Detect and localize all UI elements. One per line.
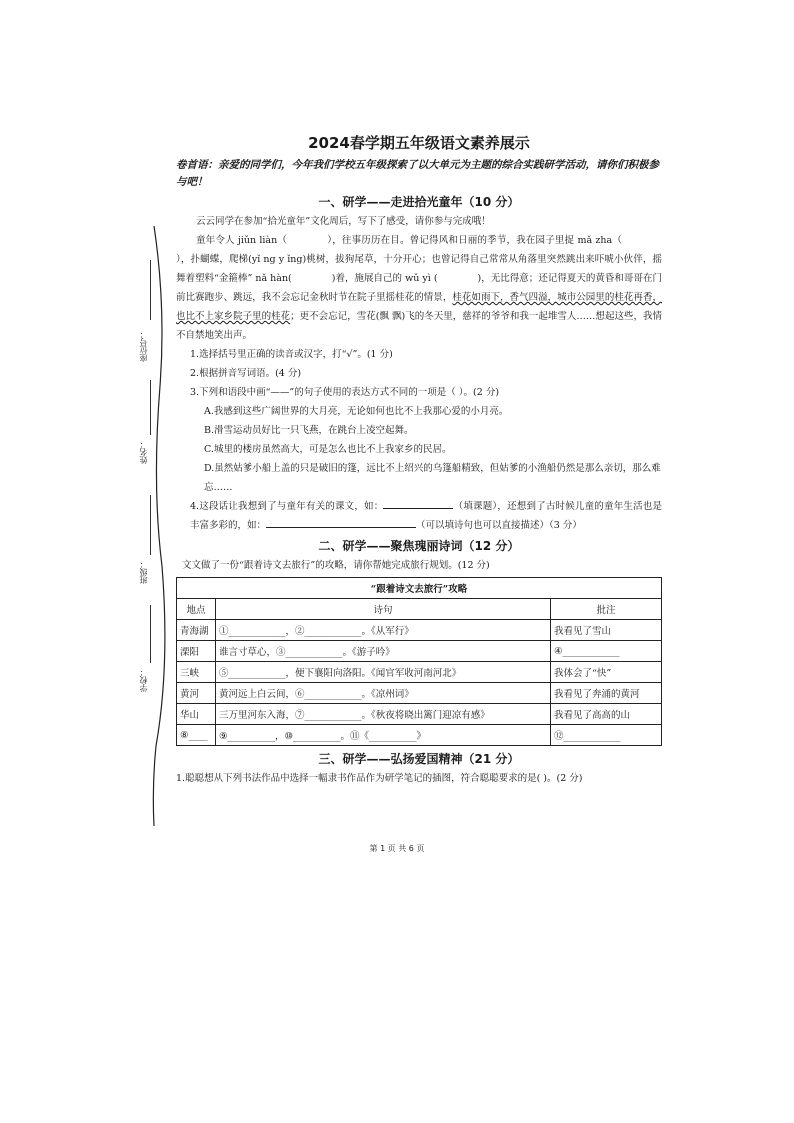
header-place: 地点: [177, 599, 216, 620]
table-row: 青海湖 ①____________，②____________。《从军行》 我看见了雪山: [177, 620, 662, 641]
table-title: “跟着诗文去旅行”攻略: [177, 578, 662, 599]
table-row: 溧阳 谁言寸草心，③____________。《游子吟》 ④____________: [177, 641, 662, 662]
question-1-1: 1.选择括号里正确的读音或汉字，打“√”。(1 分): [190, 349, 393, 360]
page-title: 2024春学期五年级语文素养展示: [308, 134, 530, 152]
preface-lead: 卷首语：: [176, 159, 218, 171]
section1-heading: 一、研学——走进拾光童年（10 分）: [318, 195, 520, 209]
option-d: D.虽然姑爹小船上盖的只是破旧的篷，远比不上绍兴的乌篷船精致，但姑爹的小渔船仍然是那么亲切，那么难忘……: [204, 463, 661, 493]
lesson-title-blank[interactable]: [383, 497, 453, 509]
preface: [176, 157, 662, 191]
header-note: 批注: [551, 599, 662, 620]
ancient-childhood-blank[interactable]: [266, 516, 416, 528]
binding-curve: [150, 226, 170, 826]
header-verse: 诗句: [216, 599, 551, 620]
question-1-2: 2.根据拼音写词语。(4 分): [190, 368, 302, 379]
seat-label: 座位号：: [139, 330, 148, 362]
preface-text: 亲爱的同学们，今年我们学校五年级探索了以大单元为主题的综合实践研学活动，请你们积极参与吧！: [176, 159, 659, 188]
option-a: A.我感到这些广阔世界的大月亮，无论如何也比不上我那心爱的小月亮。: [204, 406, 509, 417]
binding-margin: [150, 226, 170, 826]
option-b: B.滑雪运动员好比一只飞燕，在跳台上凌空起舞。: [204, 425, 414, 436]
school-label: 学校：: [139, 668, 148, 692]
exam-sheet: [176, 128, 662, 788]
class-blank[interactable]: [150, 495, 151, 555]
page-footer: 第 1 页 共 6 页: [369, 844, 425, 853]
travel-plan-table: [176, 577, 662, 746]
class-label: 班级：: [139, 560, 148, 584]
table-row: ⑧____ ⑨__________，⑩__________。⑪《__________》 ⑫____________: [177, 725, 662, 746]
section2-heading: 二、研学——聚焦瑰丽诗词（12 分）: [318, 539, 520, 553]
school-blank[interactable]: [150, 605, 151, 663]
section1-passage: 童年令人 jiǔn liàn（ ），往事历历在目。曾记得风和日丽的季节，我在园子里捉 mǎ zha（），扑蝴蝶，爬梯(yǐ ng y ǐng)桃树，拔狗尾草，十分开心；也曾记得自己常常从角落里突然跳出来吓唬小伙伴，摇舞着塑料“金箍棒” nǎ hàn( )着，施展自己的 wǔ yì ( )，无比得意；还记得夏天的黄昏和哥哥在门前比赛跑步、跳远，我不会忘记金秋时节在院子里摇桂花的情景，桂花如雨下，香气四溢，城市公园里的桂花再香，也比不上家乡院子里的桂花；更不会忘记，雪花(飘 飘)飞的冬天里，慈祥的爷爷和我一起堆雪人……想起这些，我情不自禁地笑出声。: [176, 235, 662, 341]
table-row: 黄河 黄河远上白云间，⑥____________。《凉州词》 我看见了奔涌的黄河: [177, 683, 662, 704]
question-1-3: 3.下列和语段中画“——”的句子使用的表达方式不同的一项是（ ）。(2 分): [190, 387, 500, 398]
section3-heading: 三、研学——弘扬爱国精神（21 分）: [318, 752, 520, 766]
option-c: C.城里的楼房虽然高大，可是怎么也比不上我家乡的民居。: [204, 444, 452, 455]
name-label: 姓名：: [139, 440, 148, 464]
table-row: 华山 三万里河东入海，⑦____________。《秋夜将晓出篱门迎凉有感》 我看见了高高的山: [177, 704, 662, 725]
table-row: 三峡 ⑤____________，便下襄阳向洛阳。《闻官军收河南河北》 我体会了“快”: [177, 662, 662, 683]
question-3-1: 1.聪聪想从下列书法作品中选择一幅隶书作品作为研学笔记的插图，符合聪聪要求的是( )。(2 分): [176, 773, 583, 784]
section1-intro: 云云同学在参加“拾光童年”文化周后，写下了感受，请你参与完成哦！: [196, 216, 491, 227]
underlined-sentence: 桂花如雨下，香气四溢，城市公园里的桂花再香，也比不上家乡院子里的桂花: [176, 292, 662, 322]
seat-blank[interactable]: [150, 260, 151, 320]
name-blank[interactable]: [150, 380, 151, 435]
question-1-4: 4.这段话让我想到了与童年有关的课文，如： （填课题），还想到了古时候儿童的童年生活也是丰富多彩的，如： （可以填诗句也可以直接描述）（3 分）: [190, 497, 662, 535]
section2-intro: 文文做了一份“跟着诗文去旅行”的攻略，请你帮她完成旅行规划。(12 分): [182, 560, 490, 571]
